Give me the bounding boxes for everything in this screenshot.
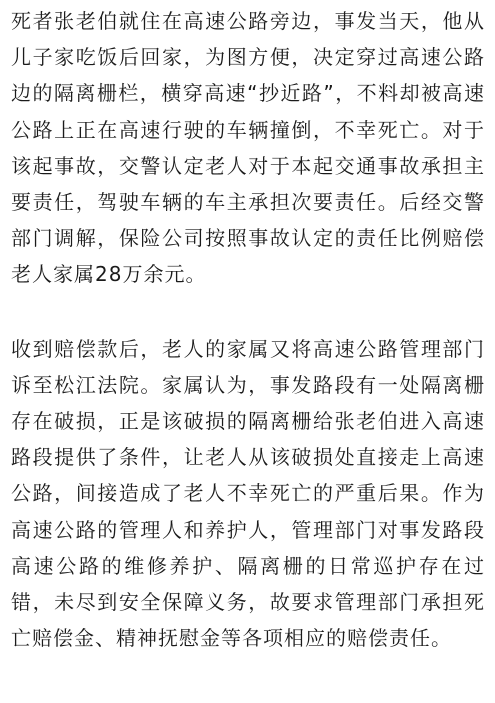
paragraph-lawsuit: 收到赔偿款后，老人的家属又将高速公路管理部门诉至松江法院。家属认为，事发路段有一处隔离栅存在破损，正是该破损的隔离栅给张老伯进入高速路段提供了条件，让老人从该破损处直接走上高速公路，间接造成了老人不幸死亡的严重后果。作为高速公路的管理人和养护人，管理部门对事发路段高速公路的维修养护、隔离栅的日常巡护存在过错，未尽到安全保障义务，故要求管理部门承担死亡赔偿金、精神抚慰金等各项相应的赔偿责任。 bbox=[11, 336, 485, 651]
paragraph-accident: 死者张老伯就住在高速公路旁边，事发当天，他从儿子家吃饭后回家，为图方便，决定穿过高速公路边的隔离栅栏，横穿高速“抄近路”，不料却被高速公路上正在高速行驶的车辆撞倒，不幸死亡。对于该起事故，交警认定老人对于本起交通事故承担主要责任，驾驶车辆的车主承担次要责任。后经交警部门调解，保险公司按照事故认定的责任比例赔偿老人家属28万余元。 bbox=[11, 9, 485, 287]
